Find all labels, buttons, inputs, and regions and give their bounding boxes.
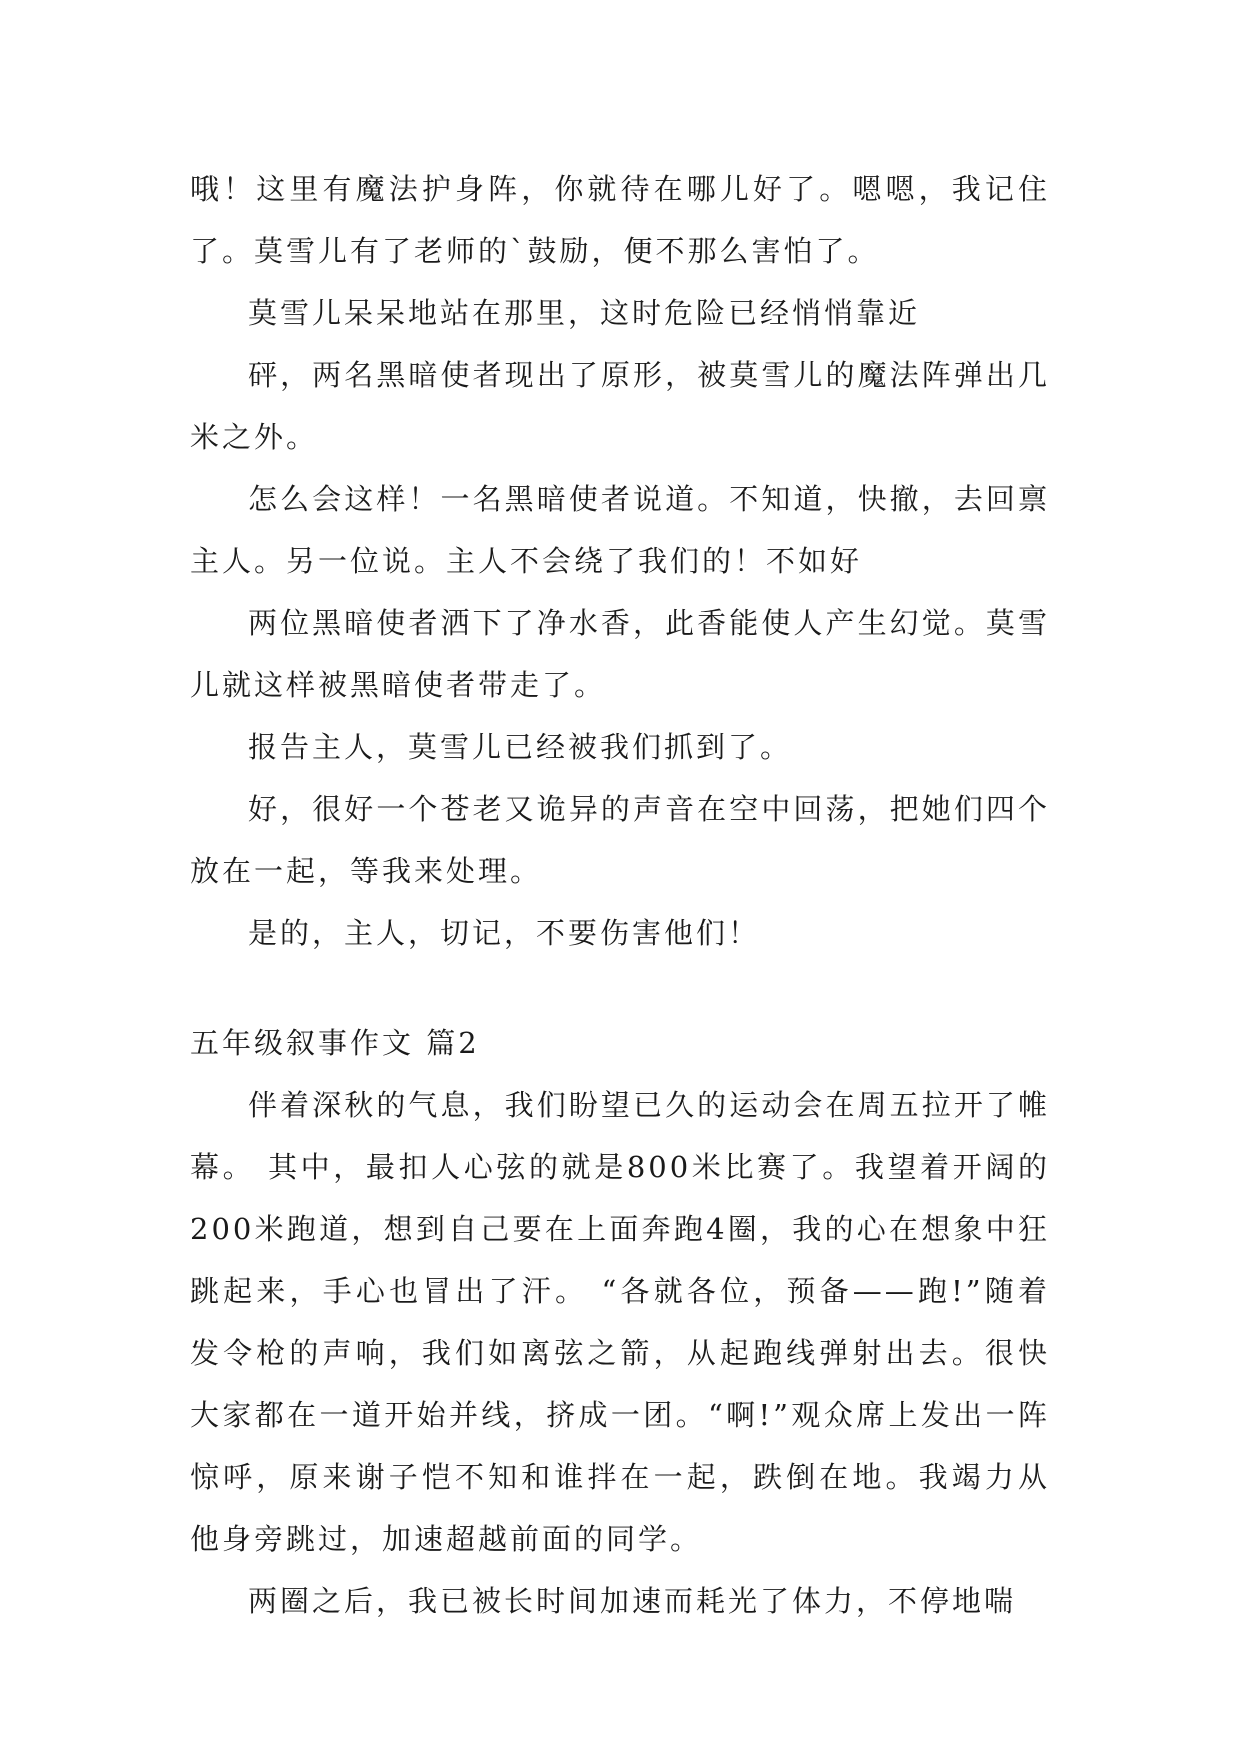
paragraph-continued: 哦！这里有魔法护身阵，你就待在哪儿好了。嗯嗯，我记住了。莫雪儿有了老师的`鼓励，便不那么害怕了。 xyxy=(190,172,1050,268)
paragraph: 莫雪儿呆呆地站在那里，这时危险已经悄悄靠近 xyxy=(248,296,921,330)
paragraph: 两位黑暗使者洒下了净水香，此香能使人产生幻觉。莫雪儿就这样被黑暗使者带走了。 xyxy=(190,606,1050,702)
paragraph: 砰，两名黑暗使者现出了原形，被莫雪儿的魔法阵弹出几米之外。 xyxy=(190,358,1050,454)
article-body xyxy=(190,158,1050,1632)
paragraph: 两圈之后，我已被长时间加速而耗光了体力，不停地喘 xyxy=(248,1584,1017,1618)
paragraph: 怎么会这样！一名黑暗使者说道。不知道，快撤，去回禀主人。另一位说。主人不会绕了我们的！不如好 xyxy=(190,482,1050,578)
paragraph: 好，很好一个苍老又诡异的声音在空中回荡，把她们四个放在一起，等我来处理。 xyxy=(190,792,1050,888)
paragraph: 是的，主人，切记，不要伤害他们！ xyxy=(248,916,761,950)
section-title: 五年级叙事作文 篇2 xyxy=(190,1026,480,1060)
paragraph: 伴着深秋的气息，我们盼望已久的运动会在周五拉开了帷幕。 其中，最扣人心弦的就是800米比赛了。我望着开阔的200米跑道，想到自己要在上面奔跑4圈，我的心在想象中狂跳起来，手心也冒出了汗。 “各就各位，预备——跑!”随着发令枪的声响，我们如离弦之箭，从起跑线弹射出去。很快大家都在一道开始并线，挤成一团。“啊!”观众席上发出一阵惊呼，原来谢子恺不知和谁拌在一起，跌倒在地。我竭力从他身旁跳过，加速超越前面的同学。 xyxy=(190,1088,1050,1556)
paragraph: 报告主人，莫雪儿已经被我们抓到了。 xyxy=(248,730,793,764)
